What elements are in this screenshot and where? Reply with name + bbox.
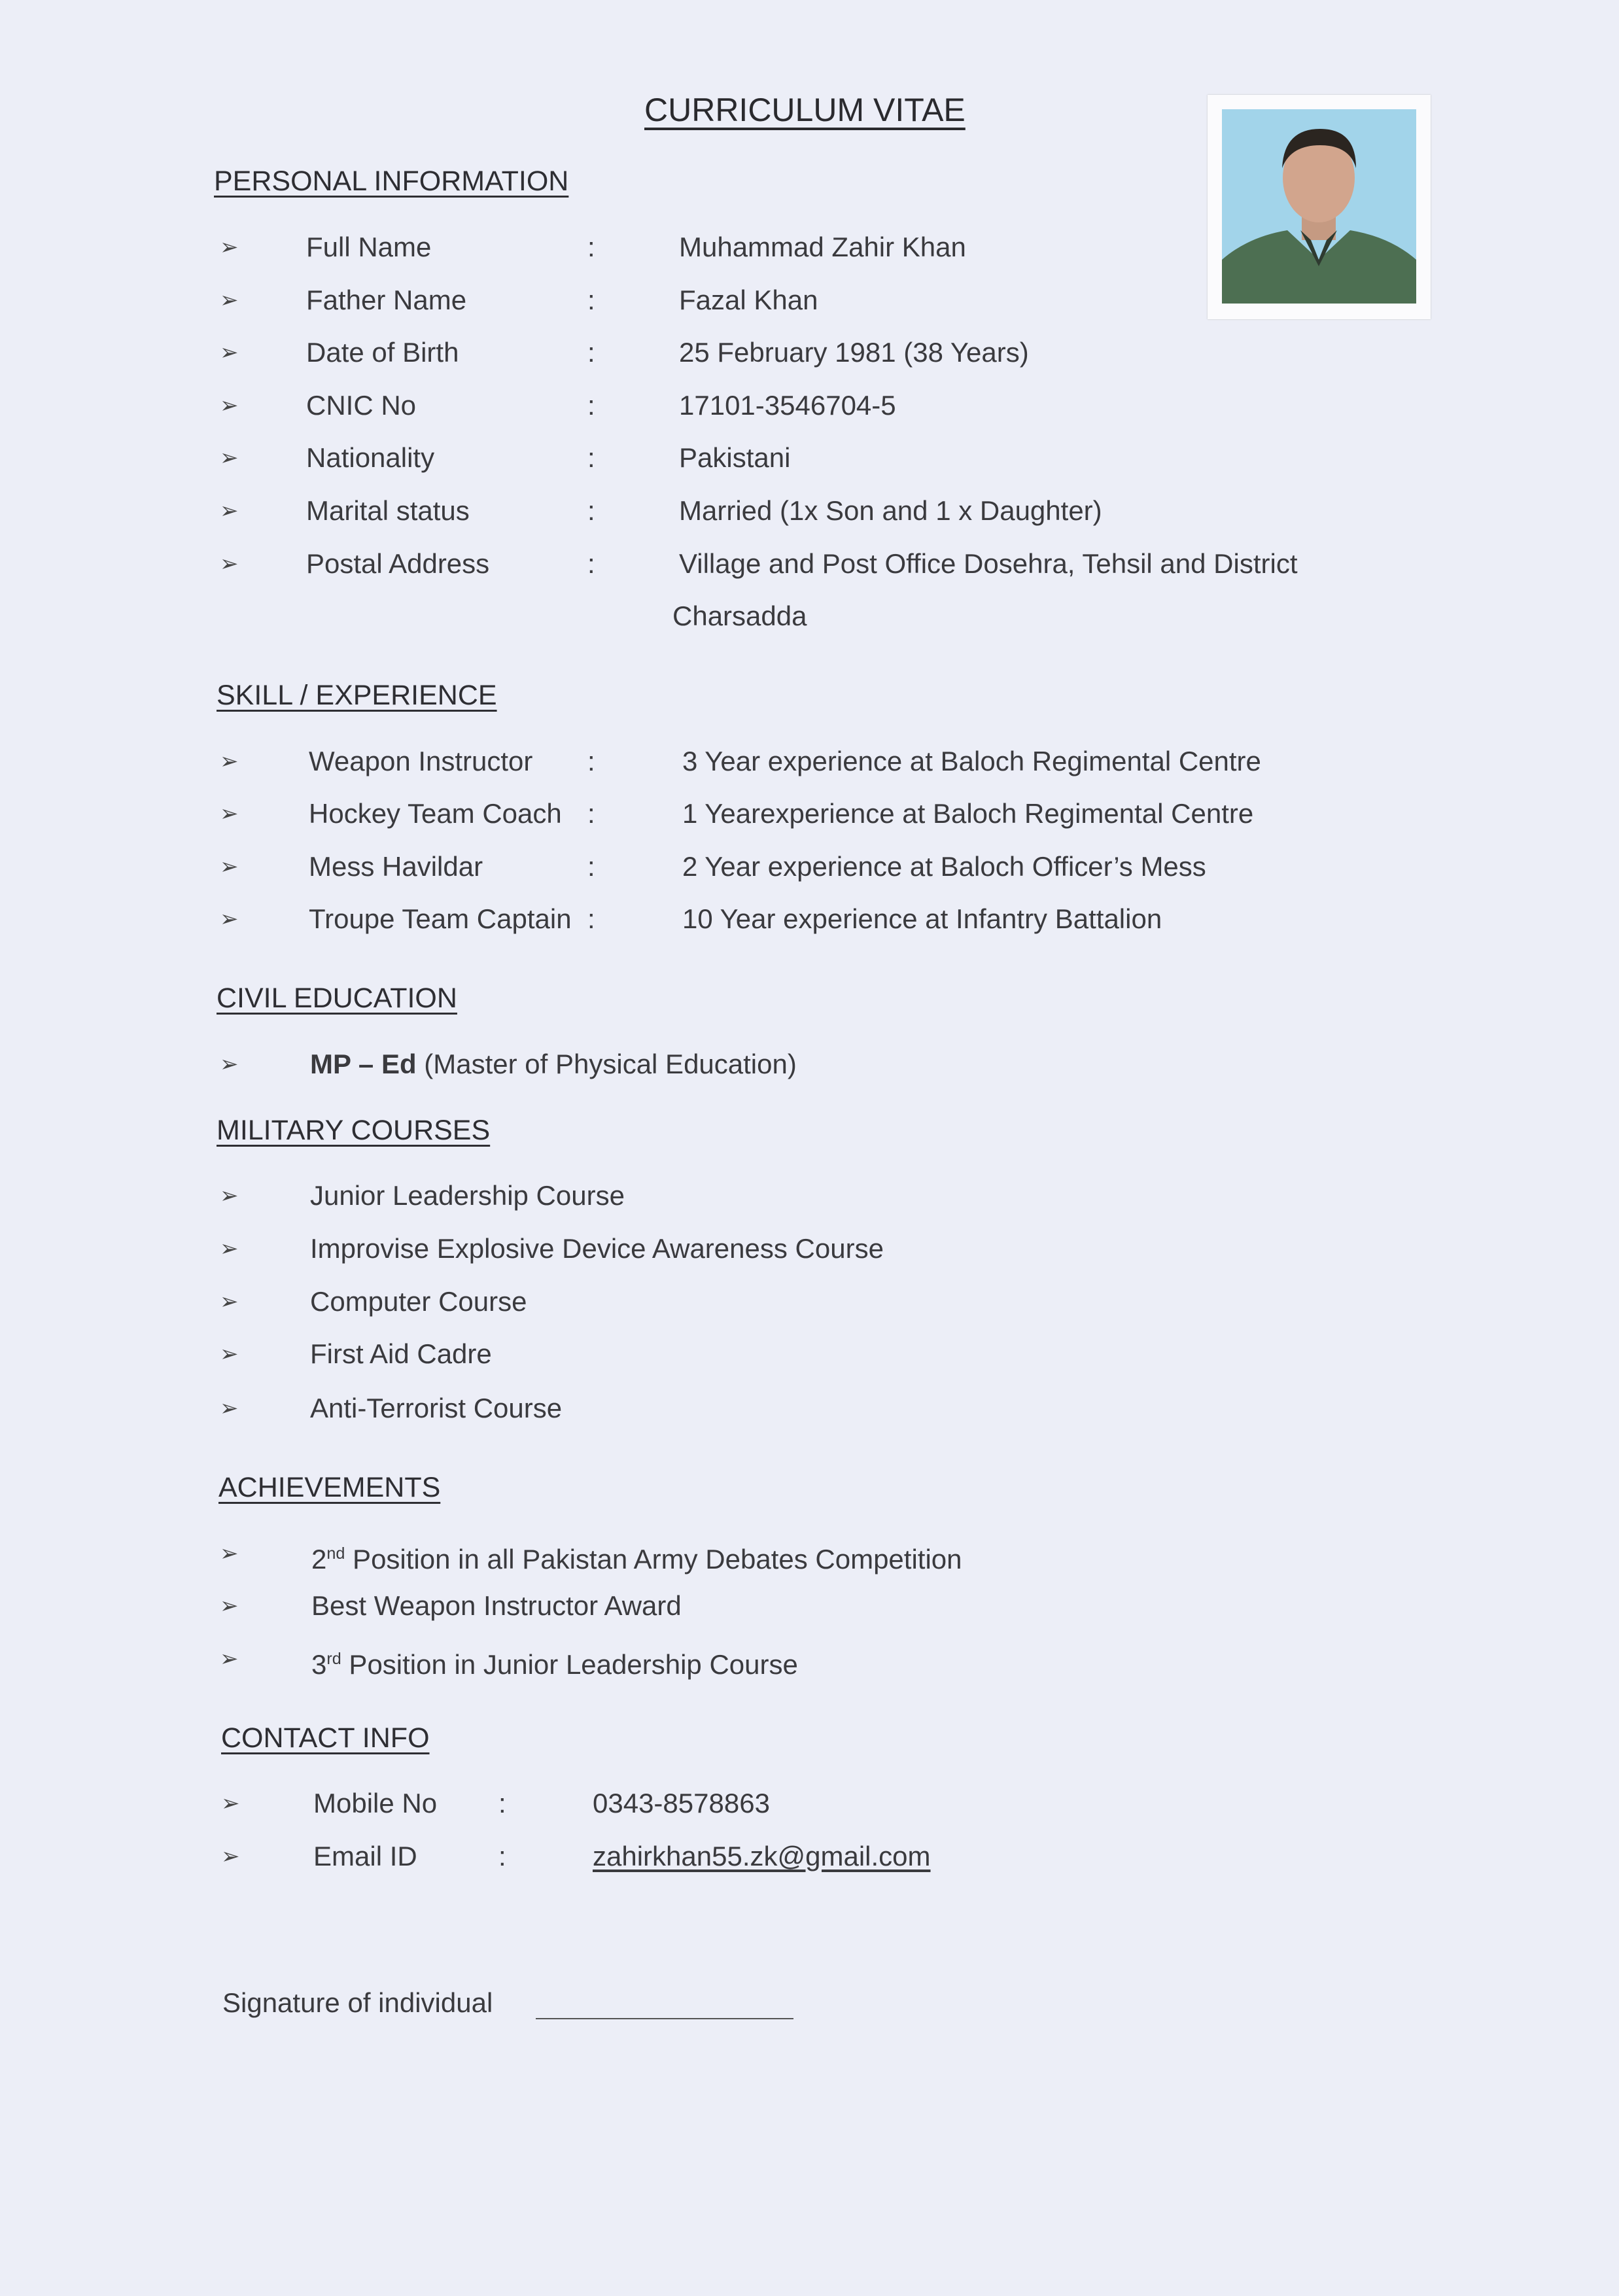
ordinal-suffix: rd (326, 1650, 341, 1668)
field-label: Postal Address (306, 548, 490, 579)
bullet-icon: ➢ (220, 288, 239, 313)
colon: : (587, 903, 595, 934)
bullet-icon: ➢ (220, 1396, 239, 1421)
bullet-icon: ➢ (220, 498, 239, 523)
colon: : (587, 390, 595, 421)
field-label: Marital status (306, 495, 470, 526)
achievement-text: Position in all Pakistan Army Debates Competition (345, 1544, 962, 1574)
field-label: CNIC No (306, 390, 417, 421)
colon: : (587, 798, 595, 829)
military-course-item: Junior Leadership Course (310, 1180, 625, 1211)
contact-label: Email ID (313, 1841, 417, 1871)
colon: : (587, 232, 595, 262)
achievement-item (311, 1590, 682, 1622)
ordinal-number: 2 (311, 1544, 327, 1574)
field-value: 17101-3546704-5 (679, 390, 896, 421)
email-link[interactable]: zahirkhan55.zk@gmail.com (593, 1841, 931, 1871)
colon: : (587, 337, 595, 368)
field-value: Muhammad Zahir Khan (679, 232, 966, 262)
bullet-icon: ➢ (220, 393, 239, 418)
colon: : (498, 1788, 506, 1818)
bullet-icon: ➢ (220, 445, 239, 470)
colon: : (587, 285, 595, 315)
colon: : (498, 1841, 506, 1871)
page-title: CURRICULUM VITAE (644, 92, 966, 128)
military-course-item: Computer Course (310, 1286, 527, 1317)
field-value: 25 February 1981 (38 Years) (679, 337, 1029, 368)
bullet-icon: ➢ (220, 1289, 239, 1314)
skill-value: 2 Year experience at Baloch Officer’s Mess (682, 851, 1206, 882)
bullet-icon: ➢ (220, 551, 239, 576)
achievement-text: Best Weapon Instructor Award (311, 1590, 682, 1621)
skill-value: 3 Year experience at Baloch Regimental Centre (682, 746, 1261, 776)
colon: : (587, 495, 595, 526)
field-value: Village and Post Office Dosehra, Tehsil and District (679, 548, 1298, 579)
colon: : (587, 746, 595, 776)
bullet-icon: ➢ (220, 907, 239, 931)
field-value: Fazal Khan (679, 285, 818, 315)
signature-line (536, 2018, 793, 2019)
ordinal-number: 3 (311, 1649, 327, 1680)
skill-label: Weapon Instructor (309, 746, 533, 776)
signature-label: Signature of individual (222, 1987, 493, 2018)
personal-info-heading: PERSONAL INFORMATION (214, 165, 569, 197)
bullet-icon: ➢ (220, 1646, 239, 1671)
bullet-icon: ➢ (220, 1593, 239, 1618)
bullet-icon: ➢ (221, 1844, 240, 1869)
field-label: Full Name (306, 232, 432, 262)
bullet-icon: ➢ (220, 1052, 239, 1077)
bullet-icon: ➢ (220, 1236, 239, 1261)
field-value-cont: Charsadda (672, 600, 807, 631)
ordinal-suffix: nd (326, 1544, 345, 1563)
achievement-item (311, 1643, 798, 1681)
bullet-icon: ➢ (220, 749, 239, 774)
colon: : (587, 442, 595, 473)
bullet-icon: ➢ (220, 1183, 239, 1208)
skill-value: 10 Year experience at Infantry Battalion (682, 903, 1162, 934)
bullet-icon: ➢ (220, 1342, 239, 1366)
military-courses-heading: MILITARY COURSES (217, 1115, 491, 1146)
field-label: Nationality (306, 442, 435, 473)
field-value: Married (1x Son and 1 x Daughter) (679, 495, 1102, 526)
field-value: Pakistani (679, 442, 791, 473)
military-course-item: First Aid Cadre (310, 1338, 492, 1369)
contact-info-heading: CONTACT INFO (221, 1722, 430, 1754)
achievement-text: Position in Junior Leadership Course (341, 1649, 798, 1680)
bullet-icon: ➢ (221, 1791, 240, 1816)
degree-full: (Master of Physical Education) (424, 1049, 797, 1079)
skill-label: Troupe Team Captain (309, 903, 572, 934)
field-label: Father Name (306, 285, 467, 315)
military-course-item: Anti-Terrorist Course (310, 1393, 563, 1423)
mobile-number: 0343-8578863 (593, 1788, 770, 1818)
bullet-icon: ➢ (220, 801, 239, 826)
colon: : (587, 851, 595, 882)
colon: : (587, 548, 595, 579)
profile-photo (1208, 95, 1431, 319)
bullet-icon: ➢ (220, 854, 239, 879)
achievement-item (311, 1537, 962, 1576)
bullet-icon: ➢ (220, 235, 239, 260)
military-course-item: Improvise Explosive Device Awareness Course (310, 1233, 884, 1264)
field-label: Date of Birth (306, 337, 459, 368)
skill-value: 1 Yearexperience at Baloch Regimental Centre (682, 798, 1254, 829)
skill-label: Mess Havildar (309, 851, 483, 882)
bullet-icon: ➢ (220, 1541, 239, 1566)
achievements-heading: ACHIEVEMENTS (218, 1472, 441, 1503)
civil-education-heading: CIVIL EDUCATION (217, 983, 457, 1014)
bullet-icon: ➢ (220, 340, 239, 365)
education-item (310, 1048, 797, 1081)
person-portrait-icon (1222, 109, 1416, 304)
contact-label: Mobile No (313, 1788, 438, 1818)
degree: MP – Ed (310, 1049, 417, 1079)
skills-heading: SKILL / EXPERIENCE (217, 680, 497, 711)
skill-label: Hockey Team Coach (309, 798, 562, 829)
